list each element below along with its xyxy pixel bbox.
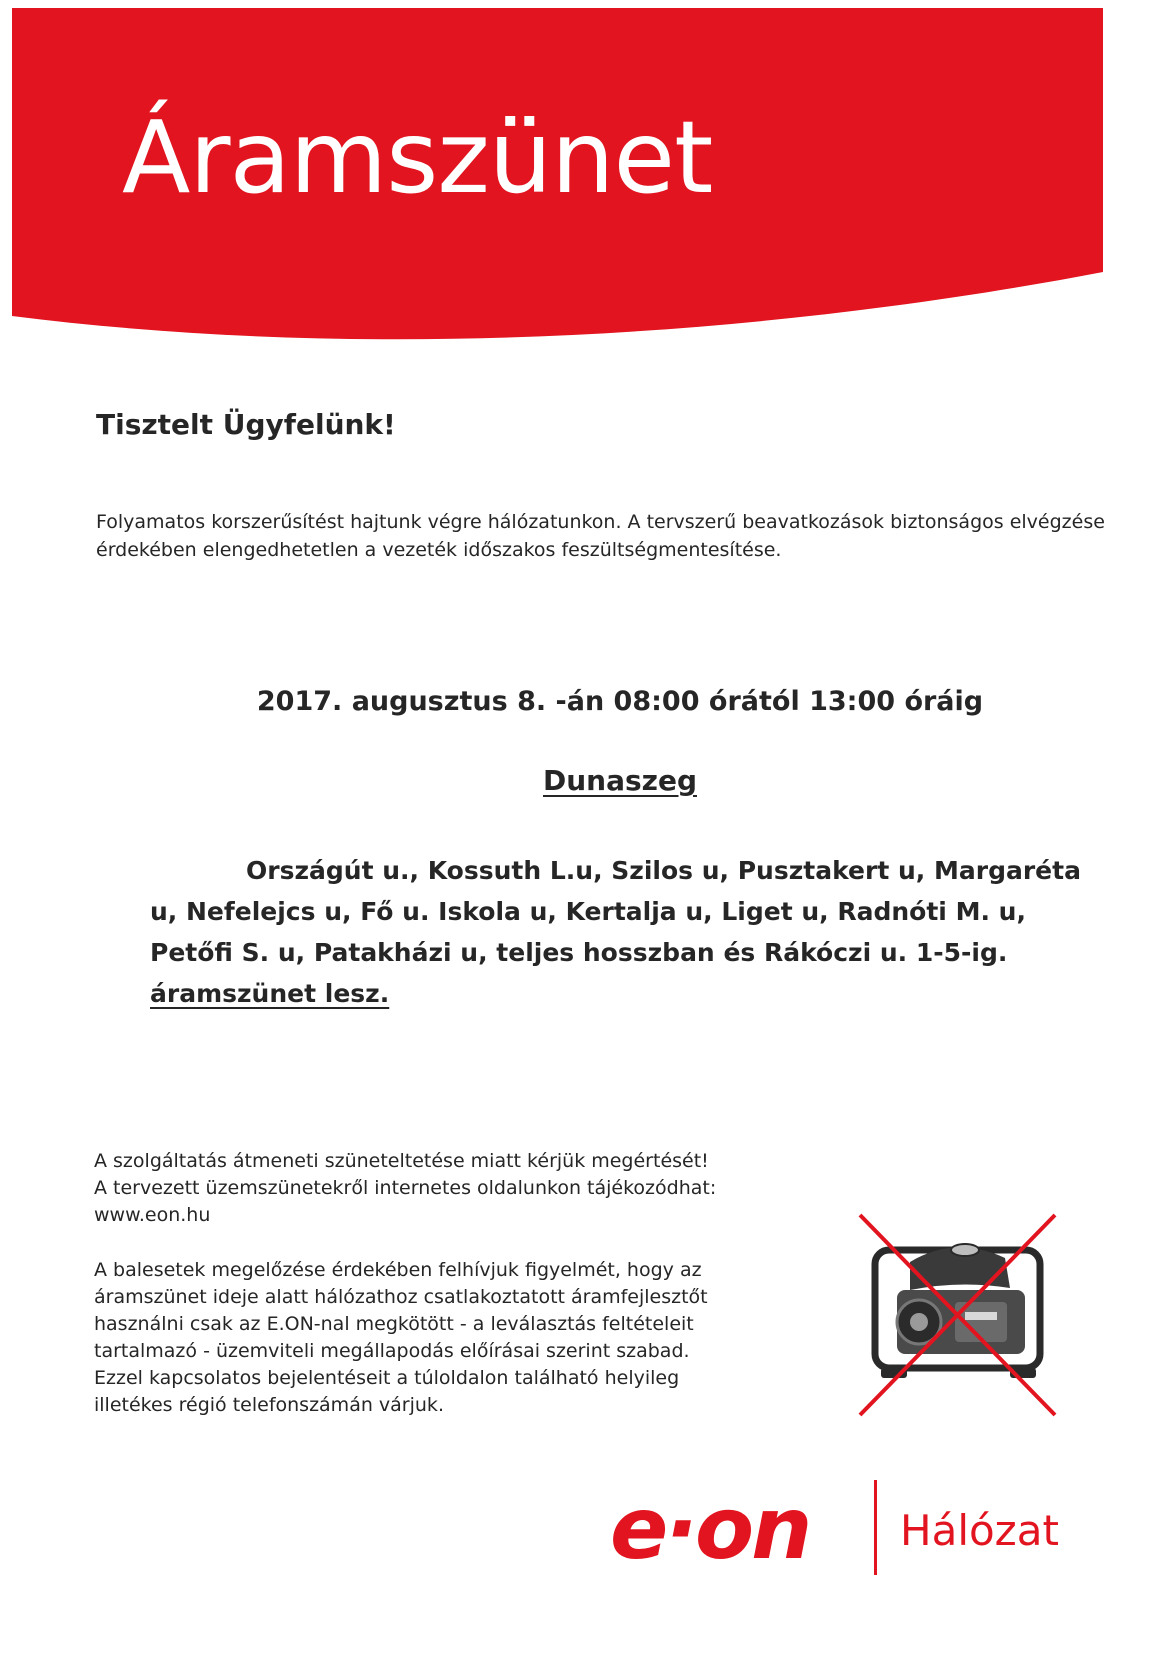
logo-subtitle: Hálózat [900, 1506, 1059, 1555]
eon-logo [610, 1480, 1090, 1575]
page-title: Áramszünet [122, 99, 713, 216]
warning-paragraph [94, 1257, 814, 1419]
notice-paragraph [94, 1148, 814, 1229]
eon-logo-mark [610, 1480, 860, 1575]
crossed-out-generator-icon [855, 1210, 1075, 1430]
website-link[interactable]: www.eon.hu [94, 1204, 211, 1226]
eon-logo-text: e·on [610, 1480, 810, 1575]
notice-line: A tervezett üzemszünetekről internetes oldalunkon tájékozódhat: [94, 1177, 717, 1199]
warning-line: A balesetek megelőzése érdekében felhívjuk figyelmét, hogy az [94, 1259, 702, 1281]
warning-line: tartalmazó - üzemviteli megállapodás előírásai szerint szabad. [94, 1340, 690, 1362]
warning-line: Ezzel kapcsolatos bejelentéseit a túloldalon található helyileg [94, 1367, 680, 1389]
warning-line: illetékes régió telefonszámán várjuk. [94, 1394, 444, 1416]
street-list: Országút u., Kossuth L.u, Szilos u, Pusztakert u, Margaréta u, Nefelejcs u, Fő u. Iskola u, Kertalja u, Liget u, Radnóti M. u, Petőfi S. u, Patakházi u, teljes hosszban és Rákóczi u. 1-5-ig. [150, 856, 1081, 967]
logo-divider [874, 1480, 877, 1575]
outage-emphasis: áramszünet lesz. [150, 979, 390, 1008]
outage-date: 2017. augusztus 8. -án 08:00 órától 13:00 óráig [256, 686, 984, 717]
affected-streets [150, 850, 1095, 1014]
outage-town: Dunaszeg [543, 764, 697, 797]
intro-paragraph: Folyamatos korszerűsítést hajtunk végre hálózatunkon. A tervszerű beavatkozások biztonságos elvégzése érdekében elengedhetetlen a vezeték időszakos feszültségmentesítése. [96, 511, 1105, 561]
notice-line: A szolgáltatás átmeneti szüneteltetése miatt kérjük megértését! [94, 1150, 709, 1172]
salutation: Tisztelt Ügyfelünk! [96, 408, 396, 441]
warning-line: áramszünet ideje alatt hálózathoz csatlakoztatott áramfejlesztőt [94, 1286, 708, 1308]
warning-line: használni csak az E.ON-nal megkötött - a leválasztás feltételeit [94, 1313, 694, 1335]
